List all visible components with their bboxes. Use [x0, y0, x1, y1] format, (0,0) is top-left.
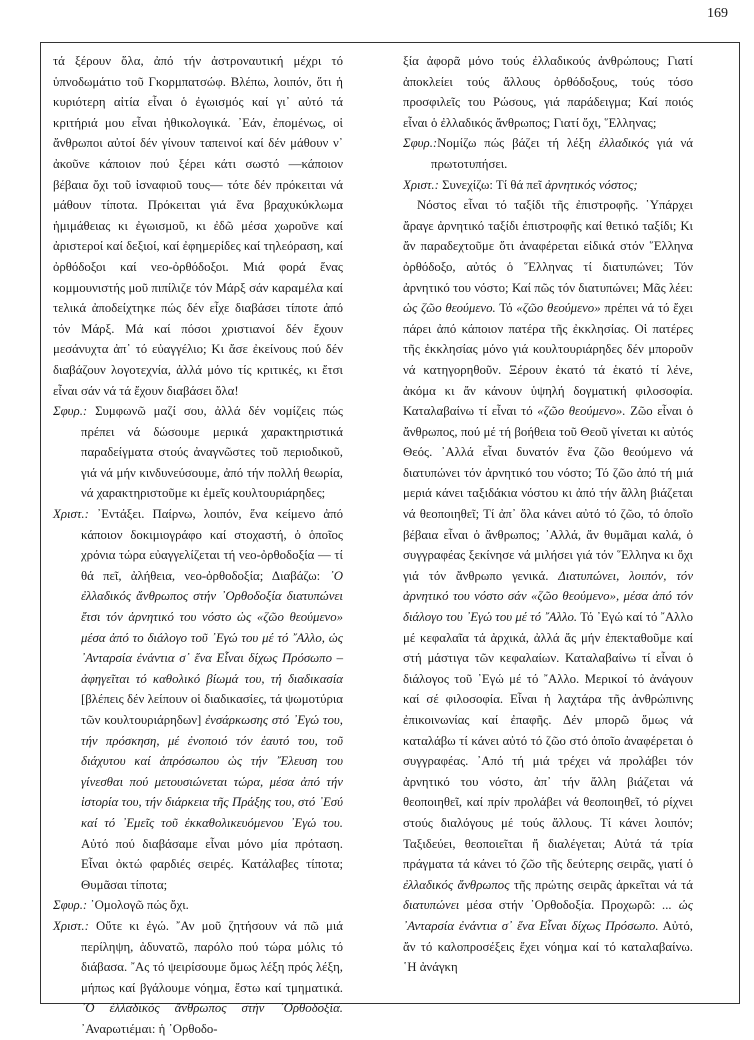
paragraph: ξία ἀφορᾶ μόνο τούς ἐλλαδικούς ἀνθρώπους; Γιατί ἀποκλείει τούς ἄλλους ὀρθόδοξους, τούς τόσο προσφιλεῖς του Ρώσους, γιά παράδειγμα; Καί ποιός εἶναι ὁ ἐλλαδικός ἄνθρωπος; Γιατί ὄχι, ῞Ελληνας;	[403, 54, 693, 130]
dialogue-paragraph: Σφυρ.:Νομίζω πώς βάζει τή λέξη ἐλλαδικός γιά νά πρωτοτυπήσει.	[403, 136, 693, 171]
page-number: 169	[707, 6, 728, 21]
speaker-label: Χριστ.:	[53, 918, 89, 933]
dialogue-paragraph: Χριστ.: Οὔτε κι ἐγώ. ῎Αν μοῦ ζητήσουν νά πῶ μιά περίληψη, ἀδυνατῶ, παρόλο πού τώρα μόλις τό διάβασα. ῎Ας τό ψειρίσουμε ὅμως λέξη πρός λέξη, μήπως καί βγάλουμε νόημα, ἔστω καί τμηματικά. ᾽Ο ἐλλαδικός ἄνθρωπος στήν ᾽Ορθοδοξία. ᾽Αναρωτιέμαι: ἡ ᾽Ορθοδο-	[53, 918, 343, 1036]
speaker-label: Χριστ.:	[403, 177, 439, 192]
right-column	[403, 51, 693, 978]
paragraph: τά ξέρουν ὅλα, ἀπό τήν ἀστροναυτική μέχρι τό ὑπνοδωμάτιο τοῦ Γκορμπατσώφ. Βλέπω, λοιπόν, ὅτι ἡ κυριότερη αἰτία εἶναι ὁ ἐγωισμός καί γι᾽ αὐτό τά κριτήριά μου εἶναι ἠθικολογικά. ᾽Εάν, ἐπομένως, οἱ ἄνθρωποι αὐτοί δέν γίνουν ταπεινοί καί δέν μάθουν ν᾽ ἀκοῦνε κάποιον πού ξέρει κάτι σωστό —κάποιον βέβαια ὄχι τοῦ ἰσναφιοῦ τους— τότε δέν πρόκειται νά μάθουν τίποτα. Πρόκειται γιά ἕνα βραχυκύκλωμα ἡμιμάθειας κι ἐγωισμοῦ, κι ἐδῶ μέσα χωροῦνε καί ἀριστεροί καί δεξιοί, καί ἐφημερίδες καί τηλεόραση, καί ὀρθόδοξοι καί νεο-ὀρθόδοξοι. Μιά φορά ἕνας κομμουνιστής μοῦ πιπίλιζε τόν Μάρξ σάν καραμέλα καί τελικά ἀποδείχτηκε πώς δέν εἶχε διαβάσει τίποτε ἀπό τόν Μάρξ. Μά καί πόσοι χριστιανοί δέν ἔχουν μεσάνυχτα ἀπ᾽ τό εὐαγγέλιο; Κι ἄσε ἐκείνους πού δέν διαβάζουν λογοτεχνία, ἀλλά μόνο τίς κριτικές, κι ἔτσι εἶναι σάν νά τά ἔχουν διαβάσει ὅλα!	[53, 54, 343, 398]
dialogue-paragraph: Σφυρ.: Συμφωνῶ μαζί σου, ἀλλά δέν νομίζεις πώς πρέπει νά δώσουμε μερικά χαρακτηριστικά παραδείγματα στούς ἀναγνῶστες τοῦ περιοδικοῦ, γιά νά μήν κινδυνεύσουμε, ἀπό τήν πολλή θεωρία, νά χαρακτηριστοῦμε κι ἐμεῖς κουλτουριάρηδες;	[53, 404, 343, 501]
paragraph: Νόστος εἶναι τό ταξίδι τῆς ἐπιστροφῆς. ῾Υπάρχει ἄραγε ἀρνητικό ταξίδι ἐπιστροφῆς καί θετικό ταξίδι; Κι ἄν παραδεχτοῦμε ὅτι ἀναφέρεται εἰδικά στόν ῞Ελληνα ὀρθόδοξο, αὐτός ὁ ῞Ελληνας τί διατυπώνει; Τόν ἀρνητικό του νόστο; Καί πῶς τόν διατυπώνει; Μᾶς λέει: ὡς ζῶο θεούμενο. Τό «ζῶο θεούμενο» πρέπει νά τό ἔχει πάρει ἀπό κάποιον πατέρα τῆς ἐκκλησίας. Οἱ πατέρες τῆς ἐκκλησίας μόνο γιά κουλτουριάρηδες δέν μποροῦν νά κατηγορηθοῦν. Ξέρουν ἑκατό τά ἑκατό τί λένε, ἀκόμα κι ἄν κάνουν ὑψηλή δογματική φιλοσοφία. Καταλαβαίνω τί εἶναι τό «ζῶο θεούμενο». Ζῶο εἶναι ὁ ἄνθρωπος, πού μέ τή βοήθεια τοῦ Θεοῦ γίνεται κι αὐτός Θεός. ᾽Αλλά εἶναι δυνατόν ἕνα ζῶο θεούμενο νά διατυπώνει τόν ἀρνητικό του νόστο; Τό ζῶο ἀπό τή μιά μεριά κάνει ταξιδάκια νόστου κι ἀπό τήν ἄλλη βιάζεται νά θεοποιηθεῖ; Τί ἀπ᾽ ὅλα κάνει αὐτό τό ζῶο, τό ὁποῖο βέβαια εἶναι ὁ ἄνθρωπος; ᾽Αλλά, ἄν θυμᾶμαι καλά, ὁ συγγραφέας ξεκίνησε νά μιλήσει γιά τόν ῞Ελληνα κι ὄχι γιά τόν ἄνθρωπο γενικά. Διατυπώνει, λοιπόν, τόν ἀρνητικό του νόστο σάν «ζῶο θεούμενο», μέσα ἀπό τόν διάλογο του ᾽Εγώ του μέ τό ῎Αλλο. Τό ᾽Εγώ καί τό ῎Αλλο μέ κεφαλαῖα τά ἀρχικά, ἀλλά ἄς μήν ἐπεκταθοῦμε καί στή μάστιγα τῶν κεφαλαίων. Καταλαβαίνω τί εἶναι ὁ διάλογος τοῦ ᾽Εγώ μέ τό ῎Αλλο. Μερικοί τό ἀνάγουν καί σέ φιλοσοφία. Εἶναι ἡ λαχτάρα τῆς ἀνθρώπινης ἐπικοινωνίας καί ἐπαφῆς. Δέν μπορῶ ὅμως νά καταλάβω τί κάνει αὐτό τό ζῶο στό ὁποῖο ἀναφέρεται ὁ συγγραφέας. ᾽Από τή μιά τρέχει νά προλάβει τόν ἀρνητικό του νόστο, ἀπ᾽ τήν ἄλλη βιάζεται νά θεοποιηθεῖ, καί πρίν προλάβει νά θεοποιηθεῖ, τό ρίχνει στούς διαλόγους μέ τούς ἄλλους. Τί κάνει λοιπόν; Ταξιδεύει, θεοποιεῖται ἤ διαλέγεται; Αὐτά τά τρία πράγματα τά κάνει τό ζῶο τῆς δεύτερης σειρᾶς, γιατί ὁ ἐλλαδικός ἄνθρωπος τῆς πρώτης σειρᾶς ἀρκεῖται νά τά διατυπώνει μέσα στήν ᾽Ορθοδοξία. Προχωρῶ: ... ὡς ᾽Ανταρσία ἐνάντια σ᾽ ἕνα Εἶναι δίχως Πρόσωπο. Αὐτό, ἄν τό καλοπροσέξεις ἔχει νόημα καί τό καταλαβαίνω. ῾Η ἀνάγκη	[403, 198, 693, 975]
dialogue-paragraph: Σφυρ.: ᾽Ομολογῶ πώς ὄχι.	[53, 898, 189, 913]
speaker-label: Σφυρ.:	[403, 136, 438, 151]
speaker-label: Σφυρ.:	[53, 404, 88, 419]
dialogue-paragraph: Χριστ.: Συνεχίζω: Τί θά πεῖ ἀρνητικός νόστος;	[403, 177, 638, 192]
speaker-label: Σφυρ.:	[53, 898, 88, 913]
page-frame	[40, 42, 740, 1036]
left-column	[53, 51, 343, 1040]
speaker-label: Χριστ.:	[53, 507, 89, 522]
dialogue-paragraph: Χριστ.: ᾽Εντάξει. Παίρνω, λοιπόν, ἕνα κείμενο ἀπό κάποιον δοκιμιογράφο καί στοχαστή, ὁ ὁποῖος χρόνια τώρα εὐαγγελίζεται τή νεο-ὀρθοδοξία — τί θά πεῖ, ἀλήθεια, νεο-ὀρθοδοξία; Διαβάζω: ᾽Ο ἐλλαδικός ἄνθρωπος στήν ᾽Ορθοδοξία διατυπώνει ἔτσι τόν ἀρνητικό του νόστο ὡς «ζῶο θεούμενο» μέσα ἀπό το διάλογο τοῦ ᾽Εγώ του μέ τό ῎Αλλο, ὡς ᾽Ανταρσία ἐνάντια σ᾽ ἕνα Εἶναι δίχως Πρόσωπο – ἀφηγεῖται τό καθολικό βίωμά του, τή διαδικασία [βλέπεις δέν λείπουν οἱ διαδικασίες, τά ψωμοτύρια τῶν κουλτουριάρηδων] ἐνσάρκωσης στό ᾽Εγώ του, τήν πρόσκηση, μέ ἐνοποιό τόν ἑαυτό του, τοῦ διάχυτου καί ἀπρόσωπου ὡς τήν ῎Ελευση του γίνεσθαι πού μετουσιώνεται τώρα, μέσα ἀπό τήν ἱστορία του, τήν διάρκεια τῆς Πράξης του, στό ᾽Εσύ καί τό ᾽Εμεῖς τοῦ ἐκκαθολικευόμενου ᾽Εγώ του. Αὐτό πού διαβάσαμε εἶναι μόνο μία πρόταση. Εἶναι ὀκτώ φαρδιές σειρές. Κατάλαβες τίποτα; Θυμᾶσαι τίποτα;	[53, 507, 343, 892]
